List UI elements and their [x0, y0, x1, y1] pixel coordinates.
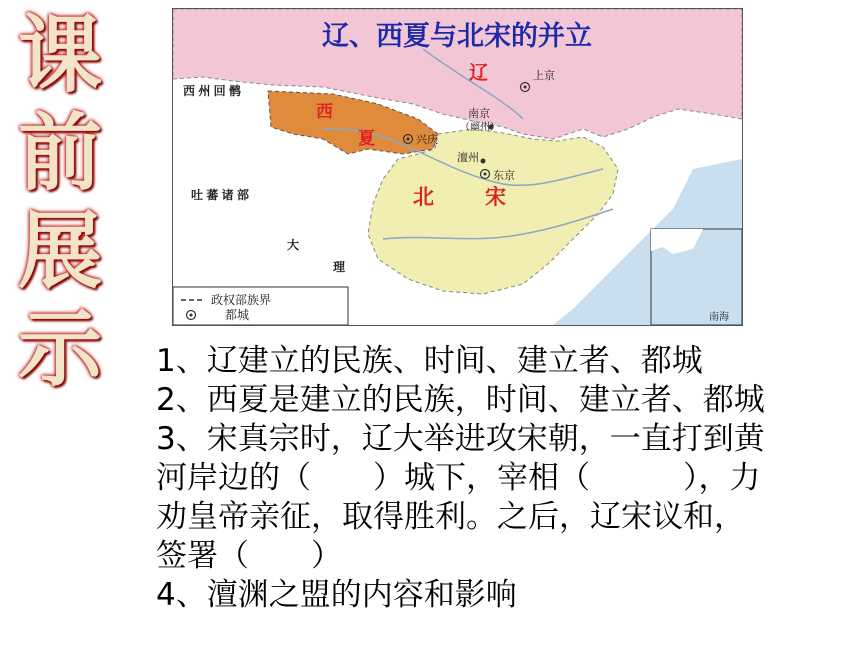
- side-title-char-1: 课: [17, 5, 102, 104]
- legend-capital-label: 都城: [225, 308, 250, 322]
- youzhou-label: （幽州）: [460, 122, 500, 133]
- da-label: 大: [287, 238, 300, 252]
- nanjing-label: 南京: [468, 108, 490, 120]
- side-title-char-4: 示: [17, 299, 102, 398]
- side-title: [10, 6, 110, 398]
- question-line-1: 1、辽建立的民族、时间、建立者、都城: [156, 343, 703, 379]
- xizhouhuihu-label: 西 州 回 鹘: [183, 84, 242, 98]
- map-title: 辽、西夏与北宋的并立: [322, 21, 592, 51]
- bei-label: 北: [413, 186, 434, 209]
- nanhai-inset-label: 南海: [709, 312, 729, 323]
- question-line-3: 3、宋真宗时，辽大举进攻宋朝，一直打到黄: [156, 421, 765, 457]
- question-list: [156, 342, 856, 615]
- question-line-2: 2、西夏是建立的民族，时间、建立者、都城: [156, 382, 765, 418]
- question-line-7: 4、澶渊之盟的内容和影响: [156, 577, 517, 613]
- li-label: 理: [333, 260, 346, 274]
- shangjing-label: 上京: [533, 70, 555, 82]
- chanzhou-label: 澶州: [457, 152, 479, 164]
- side-title-char-3: 展: [17, 201, 102, 300]
- chanzhou-city-icon: [481, 159, 486, 164]
- side-title-char-2: 前: [17, 103, 102, 202]
- xi-label: 西: [316, 102, 333, 121]
- legend-border-label: 政权部族界: [211, 293, 272, 307]
- liao-label: 辽: [469, 63, 489, 84]
- xingqing-label: 兴庆: [416, 134, 438, 146]
- question-line-6: 签署（ ）: [156, 538, 342, 574]
- question-line-4: 河岸边的（ ）城下，宰相（ ），力: [156, 460, 761, 496]
- map-svg: [173, 9, 742, 325]
- xia-label: 夏: [358, 129, 375, 148]
- tubo-label: 吐 蕃 诸 部: [191, 188, 250, 202]
- historical-map: [172, 8, 743, 326]
- dongjing-label: 东京: [493, 170, 515, 182]
- question-line-5: 劝皇帝亲征，取得胜利。之后，辽宋议和，: [156, 499, 745, 535]
- song-label: 宋: [485, 186, 506, 209]
